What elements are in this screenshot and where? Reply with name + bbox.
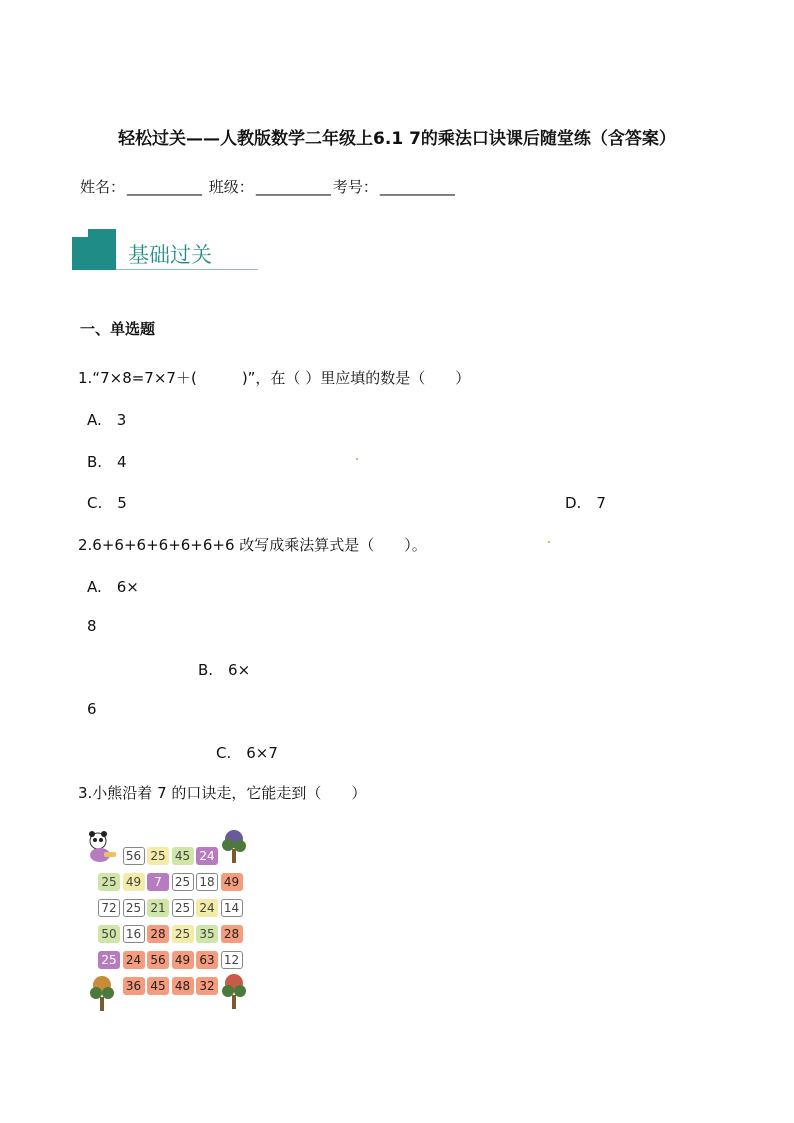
q2-option-a[interactable]: A. 6× [87, 578, 139, 596]
speck [356, 458, 358, 460]
maze-cell: 12 [221, 951, 243, 969]
name-label: 姓名： [80, 178, 126, 196]
maze-cell: 63 [196, 951, 218, 969]
maze-cell: 21 [147, 899, 169, 917]
maze-cell: 48 [172, 977, 194, 995]
maze-cell: 72 [98, 899, 120, 917]
section-banner [72, 229, 258, 271]
maze-cell: 24 [123, 951, 145, 969]
maze-cell: 28 [221, 925, 243, 943]
exam-label: 考号： [332, 178, 378, 196]
maze-cell: 25 [172, 899, 194, 917]
class-blank: __________ [255, 178, 331, 196]
q2-option-b-continued: 6 [87, 700, 97, 718]
name-blank: __________ [127, 178, 203, 196]
maze-cell: 25 [147, 847, 169, 865]
page-title: 轻松过关——人教版数学二年级上6.1 7的乘法口诀课后随堂练（含答案） [118, 129, 676, 149]
maze-cell: 14 [221, 899, 243, 917]
q1-option-c[interactable]: C. 5 [87, 494, 127, 512]
question-1: 1.“7×8=7×7＋( )”，在（ ）里应填的数是（ ） [78, 369, 471, 387]
flower-bush-icon-top-right [222, 830, 246, 863]
q1-option-a[interactable]: A. 3 [87, 411, 127, 429]
q2-option-a-continued: 8 [87, 617, 97, 635]
multiplication-maze-figure [84, 825, 250, 1015]
maze-cell: 25 [123, 899, 145, 917]
banner-square-decoration-2 [88, 229, 116, 270]
maze-cell: 25 [98, 951, 120, 969]
question-2: 2.6+6+6+6+6+6+6 改写成乘法算式是（ ）。 [78, 536, 427, 554]
maze-cell: 56 [147, 951, 169, 969]
maze-cell: 35 [196, 925, 218, 943]
banner-underline [116, 269, 258, 270]
maze-cell: 50 [98, 925, 120, 943]
class-label: 班级： [208, 178, 254, 196]
student-info-line [80, 176, 457, 197]
maze-cell: 24 [196, 847, 218, 865]
panda-icon [89, 831, 116, 862]
q1-option-b[interactable]: B. 4 [87, 453, 127, 471]
maze-cell: 25 [98, 873, 120, 891]
q2-option-c[interactable]: C. 6×7 [216, 744, 278, 762]
maze-cell: 56 [123, 847, 145, 865]
maze-cell: 25 [172, 925, 194, 943]
maze-cell: 49 [221, 873, 243, 891]
q1-option-d[interactable]: D. 7 [565, 494, 606, 512]
maze-cell: 24 [196, 899, 218, 917]
maze-cell: 36 [123, 977, 145, 995]
maze-cell: 49 [172, 951, 194, 969]
maze-cell: 25 [172, 873, 194, 891]
maze-cell: 18 [196, 873, 218, 891]
flower-bush-icon-bottom-right [222, 974, 246, 1009]
banner-title: 基础过关 [128, 243, 212, 267]
maze-cell: 7 [147, 873, 169, 891]
maze-cell: 45 [172, 847, 194, 865]
speck-2 [548, 541, 550, 543]
flower-bush-icon-bottom-left [90, 976, 114, 1011]
section-heading: 一、单选题 [80, 320, 156, 338]
maze-cell: 49 [123, 873, 145, 891]
maze-cell: 32 [196, 977, 218, 995]
question-3: 3.小熊沿着 7 的口诀走，它能走到（ ） [78, 784, 367, 802]
exam-blank: __________ [379, 178, 455, 196]
q2-option-b[interactable]: B. 6× [198, 661, 251, 679]
maze-cell: 28 [147, 925, 169, 943]
maze-cell: 45 [147, 977, 169, 995]
maze-cell: 16 [123, 925, 145, 943]
